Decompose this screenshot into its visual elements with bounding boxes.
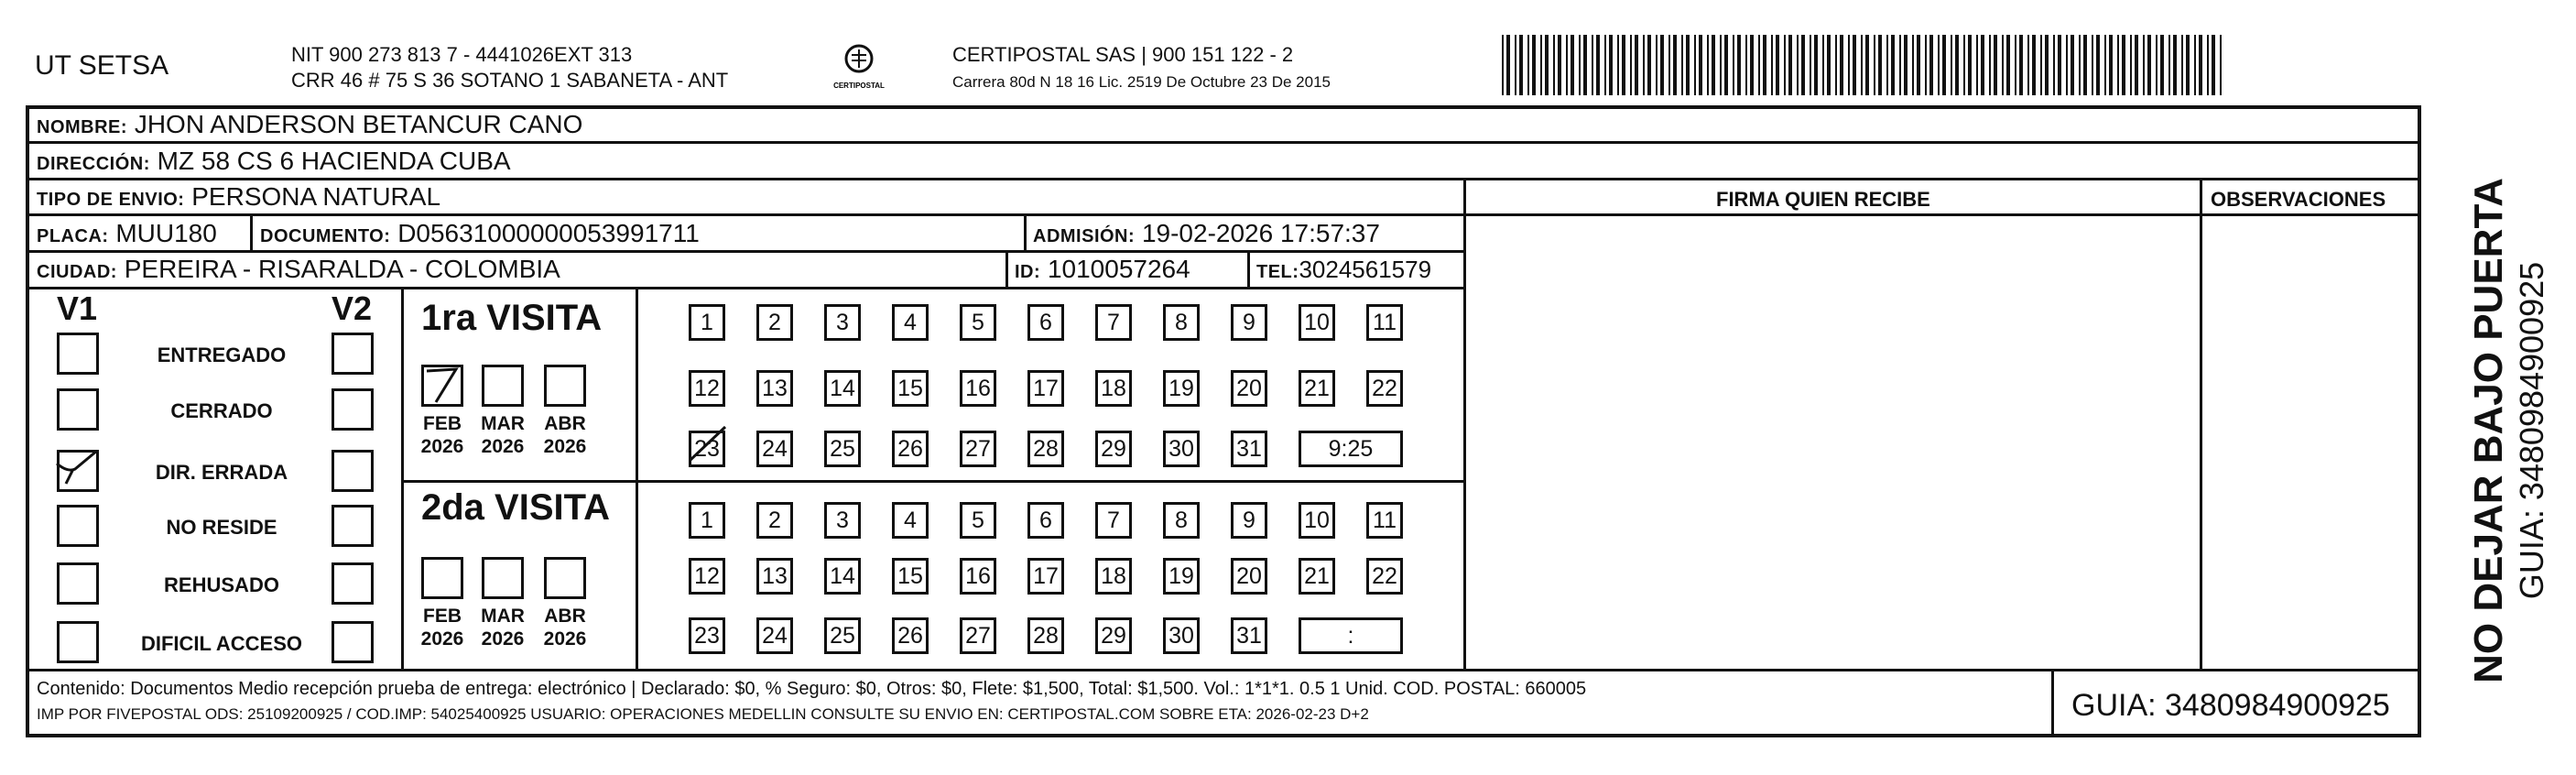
day-box[interactable]: 18 (1095, 558, 1132, 595)
month-checkbox[interactable] (482, 557, 524, 599)
col-line (2200, 178, 2202, 669)
day-box[interactable]: 12 (689, 370, 725, 407)
status-option-label: REHUSADO (164, 573, 279, 596)
day-box[interactable]: 26 (892, 617, 929, 654)
observaciones-header: OBSERVACIONES (2211, 188, 2386, 211)
day-box[interactable]: 22 (1366, 370, 1403, 407)
tipo-value: PERSONA NATURAL (191, 182, 441, 211)
day-box[interactable]: 30 (1163, 431, 1200, 467)
day-box[interactable]: 1 (689, 304, 725, 341)
v1-checkbox[interactable] (57, 621, 99, 663)
day-box[interactable]: 18 (1095, 370, 1132, 407)
month-year: 2026 (481, 628, 525, 649)
day-box[interactable]: 25 (824, 617, 861, 654)
month-year: 2026 (543, 436, 587, 457)
month-label (539, 605, 591, 650)
day-box[interactable]: 8 (1163, 502, 1200, 539)
day-box[interactable]: 31 (1231, 431, 1267, 467)
day-box[interactable]: 4 (892, 304, 929, 341)
month-label (417, 412, 468, 458)
imp-line: IMP POR FIVEPOSTAL ODS: 25109200925 / COD.IMP: 54025400925 USUARIO: OPERACIONES MEDELLIN CONSULTE SU ENVIO EN: CERTIPOSTAL.COM SOBRE ETA: 2026-02-23 D+2 (37, 705, 1369, 723)
handwritten-month-mark (419, 362, 465, 408)
day-box[interactable]: 21 (1299, 558, 1335, 595)
side-panel (2466, 178, 2552, 683)
day-box[interactable]: 20 (1231, 558, 1267, 595)
admision-field (1033, 219, 1380, 251)
month-year: 2026 (543, 628, 587, 649)
month-checkbox[interactable] (421, 557, 463, 599)
col-line (1463, 178, 1466, 669)
logo-text: CERTIPOSTAL (833, 82, 885, 90)
v2-checkbox[interactable] (332, 562, 374, 605)
day-box[interactable]: 11 (1366, 304, 1403, 341)
admision-value: 19-02-2026 17:57:37 (1141, 219, 1380, 247)
handwritten-check-mark (55, 449, 101, 486)
day-box[interactable]: 10 (1299, 304, 1335, 341)
month-name: MAR (481, 606, 525, 627)
nombre-field (37, 110, 582, 142)
day-box[interactable]: 5 (960, 502, 996, 539)
certipostal-title: CERTIPOSTAL SAS | 900 151 122 - 2 (952, 43, 1294, 66)
month-year: 2026 (420, 436, 464, 457)
day-box[interactable]: 1 (689, 502, 725, 539)
direccion-label: DIRECCIÓN: (37, 154, 150, 174)
certipostal-license: Carrera 80d N 18 16 Lic. 2519 De Octubre 23 De 2015 (952, 73, 1331, 91)
col-line (2051, 669, 2054, 737)
placa-field (37, 219, 217, 251)
id-value: 1010057264 (1047, 255, 1190, 283)
day-box[interactable]: 13 (756, 370, 793, 407)
day-box[interactable]: 17 (1027, 558, 1064, 595)
tipo-field (37, 182, 440, 214)
time-box[interactable]: 9:25 (1299, 431, 1403, 467)
day-box[interactable]: 31 (1231, 617, 1267, 654)
ciudad-label: CIUDAD: (37, 262, 117, 282)
tel-value: 3024561579 (1299, 256, 1432, 283)
day-box[interactable]: 11 (1366, 502, 1403, 539)
day-box[interactable]: 7 (1095, 304, 1132, 341)
day-box[interactable]: 19 (1163, 370, 1200, 407)
status-option-label: ENTREGADO (157, 344, 287, 366)
day-box[interactable]: 13 (756, 558, 793, 595)
side-guia: GUIA: 3480984900925 (2513, 261, 2550, 600)
tipo-label: TIPO DE ENVIO: (37, 190, 185, 210)
col-line (1247, 250, 1250, 287)
day-box[interactable]: 12 (689, 558, 725, 595)
direccion-field (37, 147, 511, 179)
v2-header: V2 (332, 289, 373, 327)
month-label (539, 412, 591, 458)
company-name: UT SETSA (35, 50, 169, 81)
status-option-label: DIFICIL ACCESO (140, 632, 302, 655)
month-name: FEB (423, 606, 462, 627)
month-name: ABR (544, 606, 586, 627)
v1-header: V1 (57, 289, 98, 327)
address-line: CRR 46 # 75 S 36 SOTANO 1 SABANETA - ANT (291, 69, 729, 92)
day-box[interactable]: 21 (1299, 370, 1335, 407)
day-box[interactable]: 19 (1163, 558, 1200, 595)
status-option-label: NO RESIDE (166, 516, 277, 539)
day-box[interactable]: 25 (824, 431, 861, 467)
ciudad-field (37, 255, 560, 287)
day-box[interactable]: 23 (689, 431, 725, 467)
col-line (401, 287, 404, 669)
certipostal-logo (830, 37, 888, 97)
month-checkbox[interactable] (544, 365, 586, 407)
month-name: ABR (544, 413, 586, 434)
tel-label: TEL: (1256, 262, 1299, 282)
v2-checkbox[interactable] (332, 621, 374, 663)
direccion-value: MZ 58 CS 6 HACIENDA CUBA (157, 147, 511, 175)
v1-checkbox[interactable] (57, 388, 99, 431)
day-box[interactable]: 20 (1231, 370, 1267, 407)
month-checkbox[interactable] (482, 365, 524, 407)
month-name: FEB (423, 413, 462, 434)
row-line (27, 287, 1465, 289)
day-box[interactable]: 3 (824, 502, 861, 539)
time-box[interactable]: : (1299, 617, 1403, 654)
nombre-label: NOMBRE: (37, 117, 128, 137)
day-box[interactable]: 28 (1027, 431, 1064, 467)
documento-field (260, 219, 700, 251)
v2-checkbox[interactable] (332, 505, 374, 547)
id-field (1015, 255, 1190, 287)
placa-value: MUU180 (115, 219, 217, 247)
day-box[interactable]: 27 (960, 431, 996, 467)
v1-checkbox[interactable] (57, 562, 99, 605)
day-box[interactable]: 16 (960, 558, 996, 595)
nombre-value: JHON ANDERSON BETANCUR CANO (134, 110, 583, 138)
placa-label: PLACA: (37, 226, 109, 246)
day-box[interactable]: 7 (1095, 502, 1132, 539)
month-year: 2026 (481, 436, 525, 457)
day-box[interactable]: 10 (1299, 502, 1335, 539)
status-option-label: CERRADO (170, 399, 273, 422)
documento-value: D05631000000053991711 (397, 219, 700, 247)
contenido-line: Contenido: Documentos Medio recepción prueba de entrega: electrónico | Declarado: $0, % Seguro: $0, Otros: $0, Flete: $1,500, Total: $1,500. Vol.: 1*1*1. 0.5 1 Unid. COD. POSTAL: 660005 (37, 679, 1587, 699)
day-box[interactable]: 24 (756, 431, 793, 467)
day-box[interactable]: 5 (960, 304, 996, 341)
v2-checkbox[interactable] (332, 450, 374, 492)
col-line (250, 213, 253, 250)
handwritten-day-mark (689, 423, 729, 464)
day-box[interactable]: 9 (1231, 502, 1267, 539)
day-box[interactable]: 29 (1095, 617, 1132, 654)
firma-header: FIRMA QUIEN RECIBE (1716, 188, 1930, 211)
day-box[interactable]: 29 (1095, 431, 1132, 467)
v2-checkbox[interactable] (332, 388, 374, 431)
second-visit-title: 2da VISITA (421, 487, 610, 528)
day-box[interactable]: 14 (824, 558, 861, 595)
day-box[interactable]: 15 (892, 558, 929, 595)
month-checkbox[interactable] (544, 557, 586, 599)
row-line (401, 480, 1465, 483)
no-dejar-bajo-puerta: NO DEJAR BAJO PUERTA (2466, 178, 2511, 683)
v1-checkbox[interactable] (57, 333, 99, 375)
ciudad-value: PEREIRA - RISARALDA - COLOMBIA (124, 255, 560, 283)
tel-field (1256, 255, 1431, 287)
day-box[interactable]: 24 (756, 617, 793, 654)
documento-label: DOCUMENTO: (260, 226, 391, 246)
day-box[interactable]: 6 (1027, 304, 1064, 341)
v2-checkbox[interactable] (332, 333, 374, 375)
day-box[interactable]: 9 (1231, 304, 1267, 341)
day-box[interactable]: 26 (892, 431, 929, 467)
status-option-label: DIR. ERRADA (155, 461, 288, 484)
day-box[interactable]: 28 (1027, 617, 1064, 654)
day-box[interactable]: 16 (960, 370, 996, 407)
day-box[interactable]: 17 (1027, 370, 1064, 407)
admision-label: ADMISIÓN: (1033, 226, 1136, 246)
nit-line: NIT 900 273 813 7 - 4441026EXT 313 (291, 43, 633, 66)
guia-footer: GUIA: 3480984900925 (2071, 688, 2390, 723)
day-box[interactable]: 23 (689, 617, 725, 654)
day-box[interactable]: 2 (756, 502, 793, 539)
first-visit-title: 1ra VISITA (421, 298, 603, 338)
day-box[interactable]: 3 (824, 304, 861, 341)
month-label (477, 605, 528, 650)
v1-checkbox[interactable] (57, 505, 99, 547)
day-box[interactable]: 14 (824, 370, 861, 407)
barcode (1502, 35, 2225, 95)
col-line (1005, 250, 1008, 287)
day-box[interactable]: 27 (960, 617, 996, 654)
row-line (27, 669, 2419, 671)
month-year: 2026 (420, 628, 464, 649)
day-box[interactable]: 6 (1027, 502, 1064, 539)
day-box[interactable]: 2 (756, 304, 793, 341)
day-box[interactable]: 15 (892, 370, 929, 407)
col-line (1024, 213, 1027, 250)
col-line (636, 287, 638, 669)
month-label (477, 412, 528, 458)
month-label (417, 605, 468, 650)
day-box[interactable]: 8 (1163, 304, 1200, 341)
day-box[interactable]: 4 (892, 502, 929, 539)
day-box[interactable]: 22 (1366, 558, 1403, 595)
id-label: ID: (1015, 262, 1041, 282)
month-name: MAR (481, 413, 525, 434)
day-box[interactable]: 30 (1163, 617, 1200, 654)
